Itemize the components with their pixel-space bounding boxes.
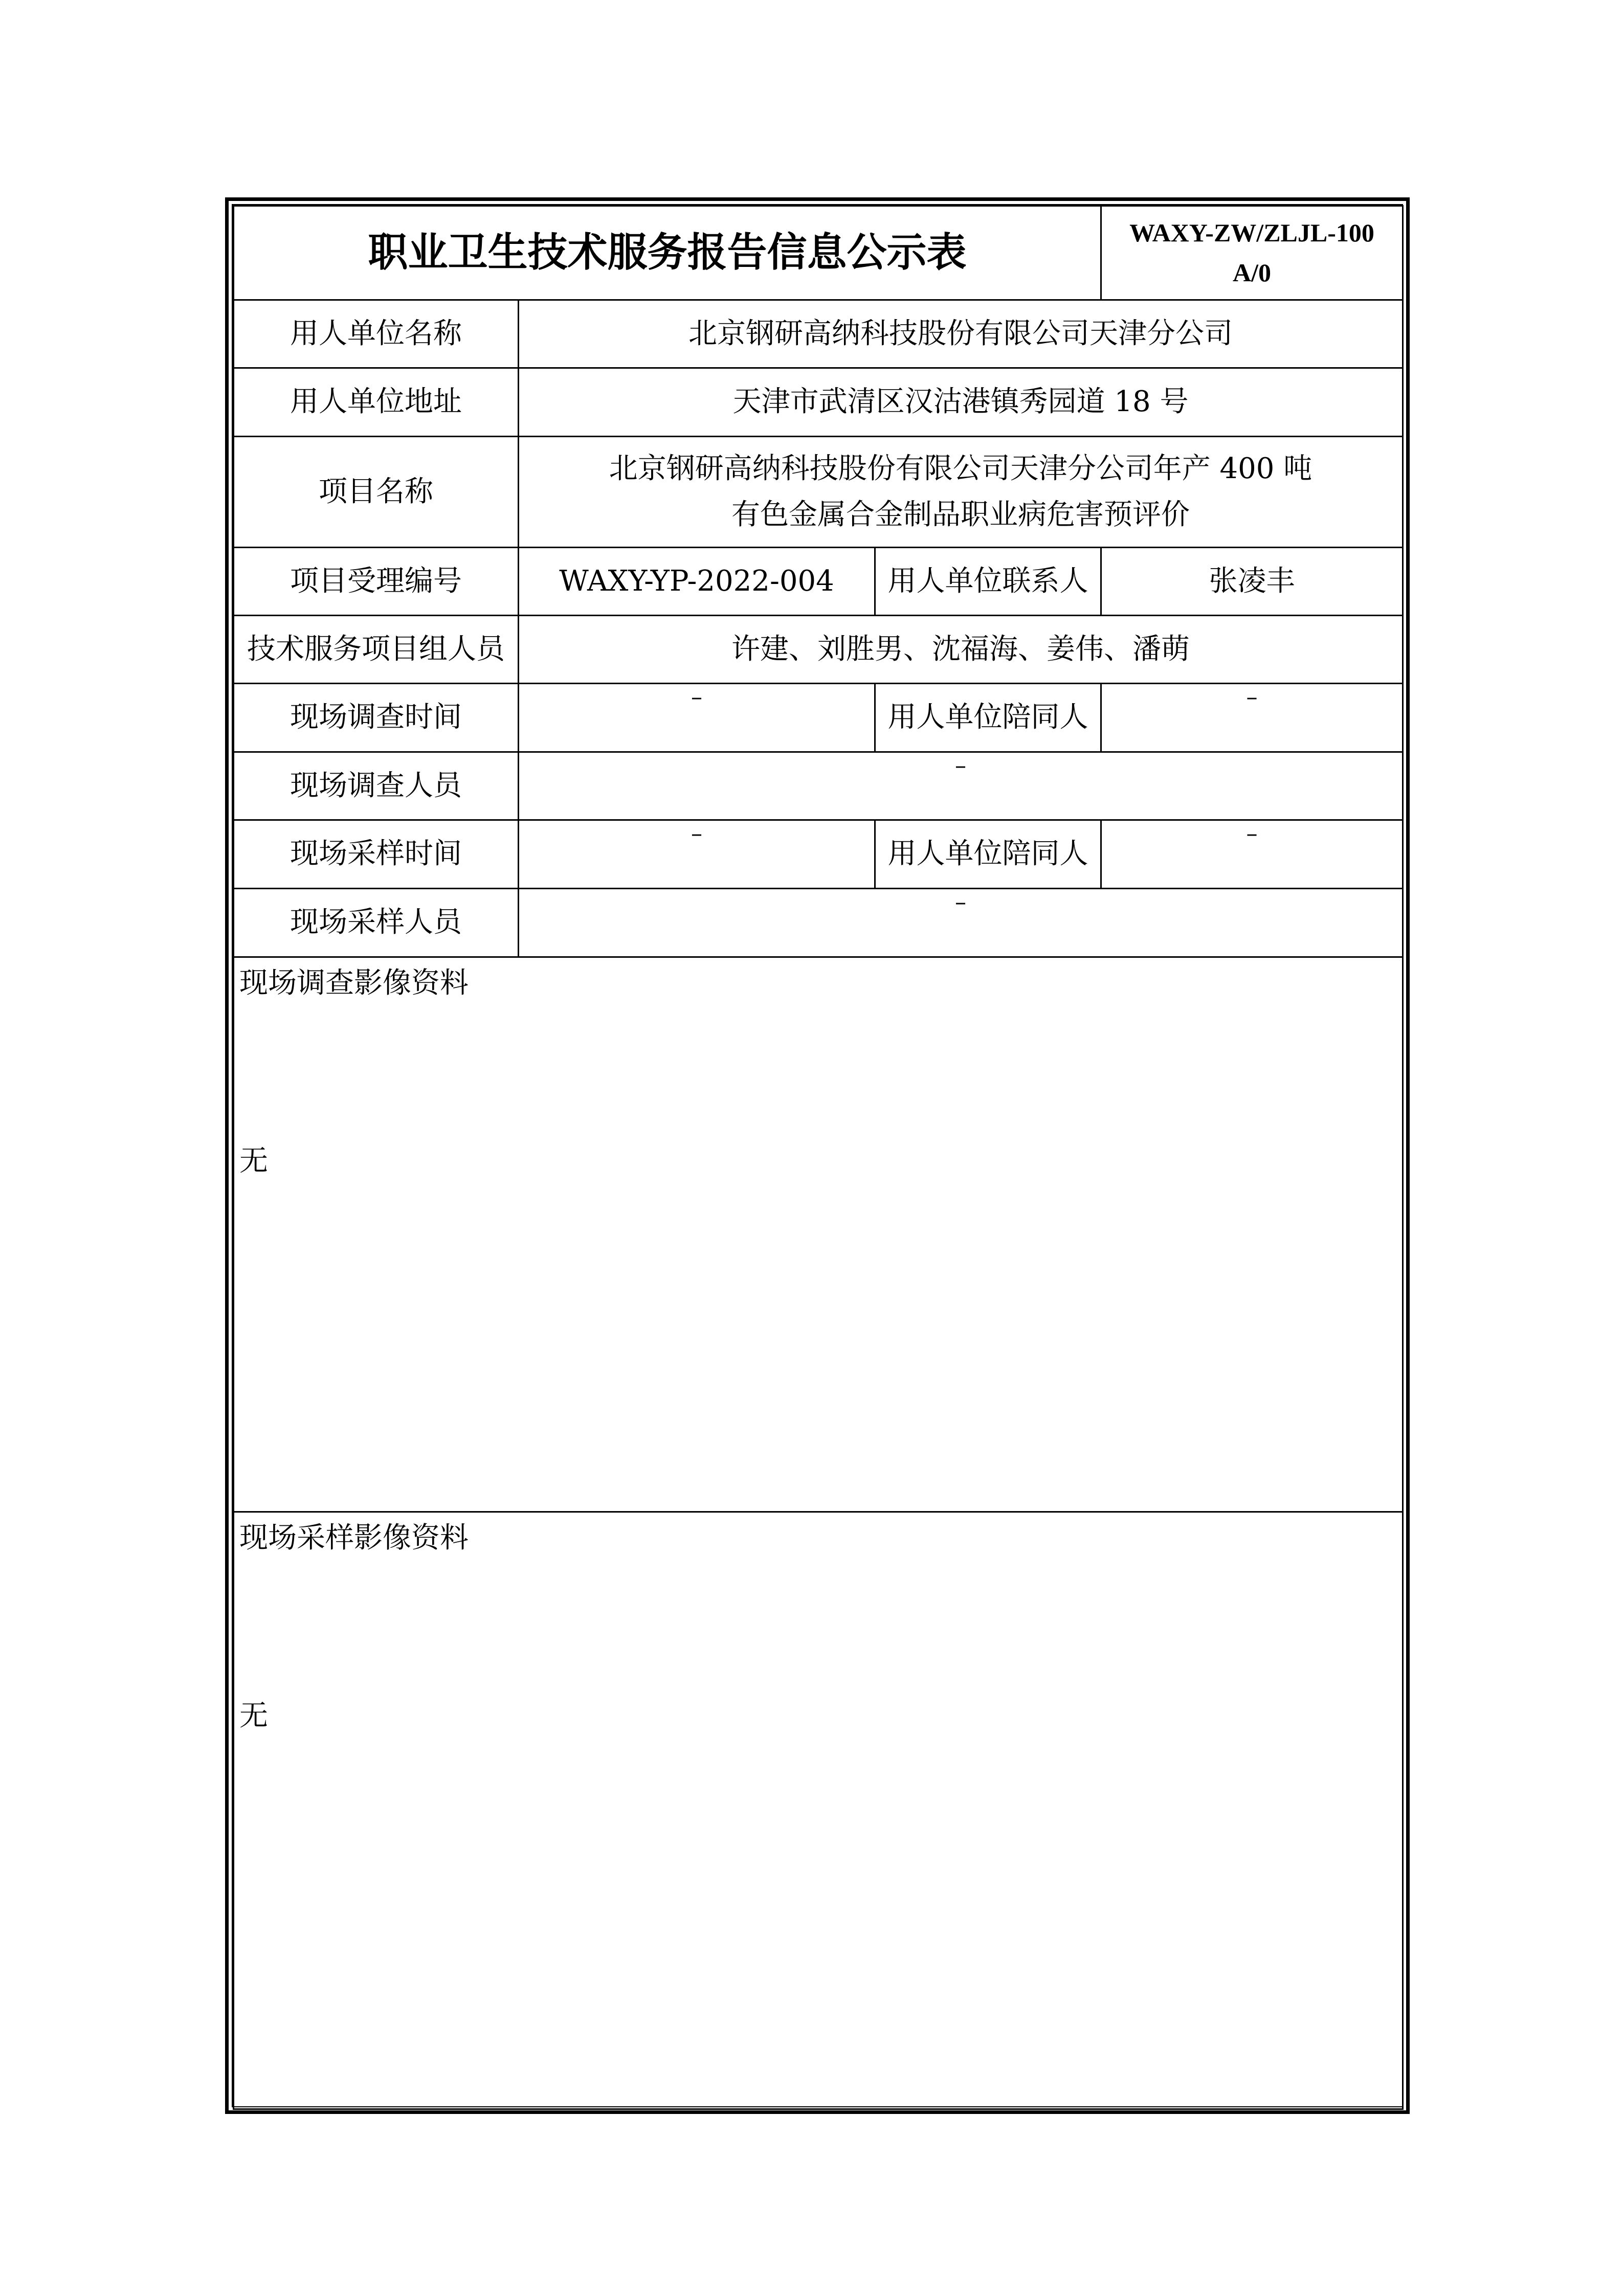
sampling-media-row [234, 1512, 1403, 2109]
employer-name-label: 用人单位名称 [234, 300, 519, 368]
survey-staff-value: – [519, 752, 1403, 820]
survey-time-label: 现场调查时间 [234, 684, 519, 752]
sampling-media-label: 现场采样影像资料 [239, 1521, 469, 1555]
form-code-line1: WAXY-ZW/ZLJL-100 [1129, 218, 1374, 247]
employer-name-value: 北京钢研高纳科技股份有限公司天津分公司 [519, 300, 1403, 368]
team-value: 许建、刘胜男、沈福海、姜伟、潘萌 [519, 616, 1403, 684]
survey-staff-label: 现场调查人员 [234, 752, 519, 820]
survey-companion-label: 用人单位陪同人 [875, 684, 1101, 752]
sampling-staff-row [234, 889, 1403, 957]
form-title: 职业卫生技术服务报告信息公示表 [234, 206, 1101, 300]
sampling-time-row [234, 820, 1403, 889]
project-name-row [234, 437, 1403, 548]
form-table [233, 205, 1404, 2110]
team-row [234, 616, 1403, 684]
sampling-media-cell [234, 1512, 1403, 2109]
team-label: 技术服务项目组人员 [234, 616, 519, 684]
survey-media-value: 无 [239, 1144, 268, 1178]
sampling-time-value: – [519, 820, 875, 889]
survey-media-cell [234, 957, 1403, 1512]
project-number-value: WAXY-YP-2022-004 [519, 548, 875, 616]
survey-time-row [234, 684, 1403, 752]
project-name-value [519, 437, 1403, 548]
survey-staff-row [234, 752, 1403, 820]
form-code [1101, 206, 1403, 300]
project-number-label: 项目受理编号 [234, 548, 519, 616]
employer-address-label: 用人单位地址 [234, 368, 519, 437]
contact-value: 张凌丰 [1101, 548, 1403, 616]
project-number-row [234, 548, 1403, 616]
sampling-time-label: 现场采样时间 [234, 820, 519, 889]
employer-name-row [234, 300, 1403, 368]
survey-media-label: 现场调查影像资料 [239, 966, 469, 1000]
sampling-staff-value: – [519, 889, 1403, 957]
project-name-label: 项目名称 [234, 437, 519, 548]
project-name-line1: 北京钢研高纳科技股份有限公司天津分公司年产 400 吨 [609, 452, 1312, 486]
contact-label: 用人单位联系人 [875, 548, 1101, 616]
sampling-media-value: 无 [239, 1699, 268, 1732]
form-code-line2: A/0 [1233, 258, 1272, 287]
sampling-staff-label: 现场采样人员 [234, 889, 519, 957]
survey-time-value: – [519, 684, 875, 752]
disclosure-form [225, 197, 1410, 2114]
project-name-line2: 有色金属合金制品职业病危害预评价 [731, 498, 1190, 531]
header-row [234, 206, 1403, 300]
employer-address-value: 天津市武清区汉沽港镇秀园道 18 号 [519, 368, 1403, 437]
survey-companion-value: – [1101, 684, 1403, 752]
survey-media-row [234, 957, 1403, 1512]
employer-address-row [234, 368, 1403, 437]
sampling-companion-label: 用人单位陪同人 [875, 820, 1101, 889]
sampling-companion-value: – [1101, 820, 1403, 889]
